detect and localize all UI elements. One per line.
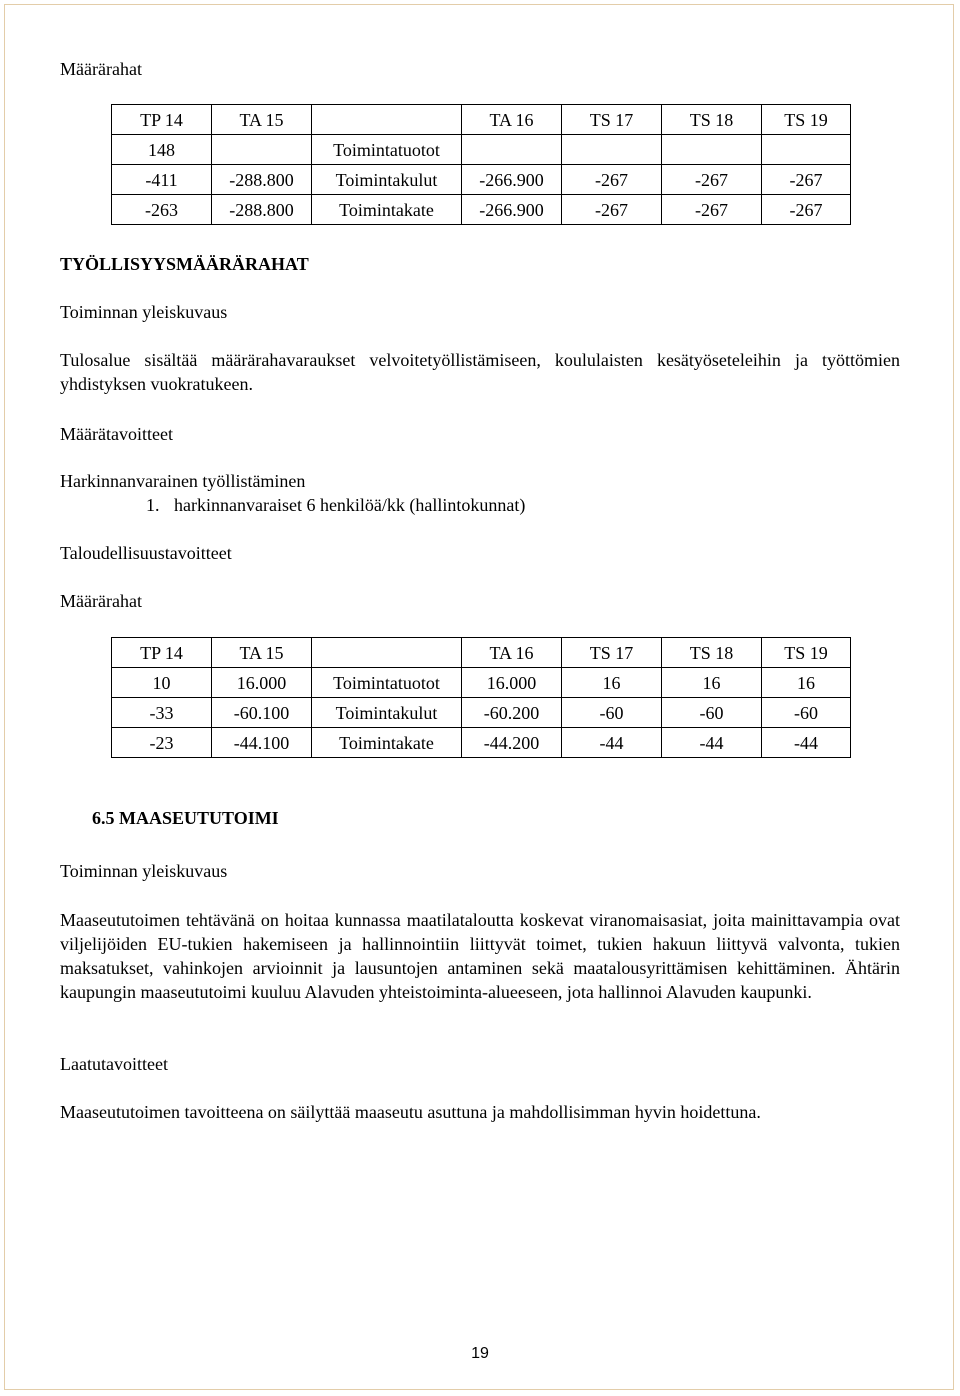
table-row: [112, 698, 851, 728]
appropriations-table-1: [111, 104, 851, 225]
table-cell: -288.800: [212, 165, 312, 195]
table-cell: -263: [112, 195, 212, 225]
table-header-cell: TS 17: [562, 105, 662, 135]
table-cell: Toimintatuotot: [312, 135, 462, 165]
table-header-cell: TS 19: [762, 105, 851, 135]
table-cell: -23: [112, 728, 212, 758]
table-cell: -60.100: [212, 698, 312, 728]
rural-overview-paragraph: Maaseututoimen tehtävänä on hoitaa kunnassa maatilataloutta koskevat viranomaisasiat, joita mainittavampia ovat viljelijöiden EU-tukien hakemiseen ja hallinnointiin liittyvät toimet, tukien hakuun liittyvä valvonta, tukien maksatukset, vahinkojen arvioinnit ja lausuntojen antaminen sekä maatalousyrittämisen kehittäminen. Ähtärin kaupungin maaseututoimi kuuluu Alavuden yhteistoiminta-alueeseen, jota hallinnoi Alavuden kaupunki.: [60, 910, 900, 1002]
table-cell: 10: [112, 668, 212, 698]
employment-section-title: TYÖLLISYYSMÄÄRÄRAHAT: [60, 254, 309, 274]
table-cell: -267: [762, 195, 851, 225]
table-cell: 16.000: [462, 668, 562, 698]
list-item-text: harkinnanvaraiset 6 henkilöä/kk (hallintokunnat): [174, 495, 526, 515]
table-cell: -266.900: [462, 165, 562, 195]
table-cell: -60: [562, 698, 662, 728]
table-row: [112, 668, 851, 698]
table-cell: -44: [562, 728, 662, 758]
table-cell: 16: [562, 668, 662, 698]
table-cell: [212, 135, 312, 165]
table-cell: -266.900: [462, 195, 562, 225]
table-cell: -44: [662, 728, 762, 758]
overview-heading: Toiminnan yleiskuvaus: [60, 861, 228, 881]
table-cell: Toimintatuotot: [312, 668, 462, 698]
table-cell: -411: [112, 165, 212, 195]
table-row: [112, 165, 851, 195]
table-cell: -288.800: [212, 195, 312, 225]
economic-goals-heading: Taloudellisuustavoitteet: [60, 543, 232, 563]
table-cell: Toimintakate: [312, 728, 462, 758]
table-cell: Toimintakulut: [312, 698, 462, 728]
table-cell: 16: [662, 668, 762, 698]
table-header-cell: [312, 638, 462, 668]
table-cell: -267: [662, 195, 762, 225]
appropriations-heading-1: Määrärahat: [60, 59, 142, 79]
table-cell: [762, 135, 851, 165]
table-row: [112, 195, 851, 225]
quality-goals-paragraph: Maaseututoimen tavoitteena on säilyttää maaseutu asuttuna ja mahdollisimman hyvin hoidettuna.: [60, 1102, 761, 1122]
table-row: [112, 135, 851, 165]
rural-affairs-section-title: 6.5 MAASEUTUTOIMI: [92, 808, 279, 828]
table-header-cell: TA 15: [212, 638, 312, 668]
table-header-cell: TS 19: [762, 638, 851, 668]
table-header-cell: [312, 105, 462, 135]
table-row: [112, 728, 851, 758]
quantity-goals-heading: Määrätavoitteet: [60, 424, 173, 444]
appropriations-table-2: [111, 637, 851, 758]
overview-heading: Toiminnan yleiskuvaus: [60, 302, 228, 322]
table-cell: -267: [562, 165, 662, 195]
table-cell: -60.200: [462, 698, 562, 728]
discretionary-employment-heading: Harkinnanvarainen työllistäminen: [60, 471, 306, 491]
table-cell: -267: [762, 165, 851, 195]
table-header-cell: TS 17: [562, 638, 662, 668]
table-cell: -44.200: [462, 728, 562, 758]
table-header-cell: TA 15: [212, 105, 312, 135]
table-header-cell: TS 18: [662, 638, 762, 668]
quality-goals-heading: Laatutavoitteet: [60, 1054, 168, 1074]
table-cell: -44.100: [212, 728, 312, 758]
page-number: 19: [471, 1345, 489, 1362]
table-cell: -33: [112, 698, 212, 728]
table-cell: -60: [662, 698, 762, 728]
table-header-cell: TP 14: [112, 638, 212, 668]
table-cell: 16: [762, 668, 851, 698]
overview-paragraph: Tulosalue sisältää määrärahavaraukset velvoitetyöllistämiseen, koululaisten kesätyöseteleihin ja työttömien yhdistyksen vuokratukeen.: [60, 350, 900, 394]
table-cell: -60: [762, 698, 851, 728]
table-cell: -267: [662, 165, 762, 195]
table-header-row: [112, 105, 851, 135]
table-cell: [462, 135, 562, 165]
table-cell: 16.000: [212, 668, 312, 698]
table-cell: [662, 135, 762, 165]
table-header-cell: TS 18: [662, 105, 762, 135]
table-header-cell: TA 16: [462, 105, 562, 135]
appropriations-heading-2: Määrärahat: [60, 591, 142, 611]
table-header-row: [112, 638, 851, 668]
table-cell: Toimintakate: [312, 195, 462, 225]
table-cell: [562, 135, 662, 165]
table-header-cell: TP 14: [112, 105, 212, 135]
table-cell: -44: [762, 728, 851, 758]
table-cell: Toimintakulut: [312, 165, 462, 195]
table-cell: 148: [112, 135, 212, 165]
table-cell: -267: [562, 195, 662, 225]
table-header-cell: TA 16: [462, 638, 562, 668]
list-item-number: 1.: [146, 495, 160, 515]
